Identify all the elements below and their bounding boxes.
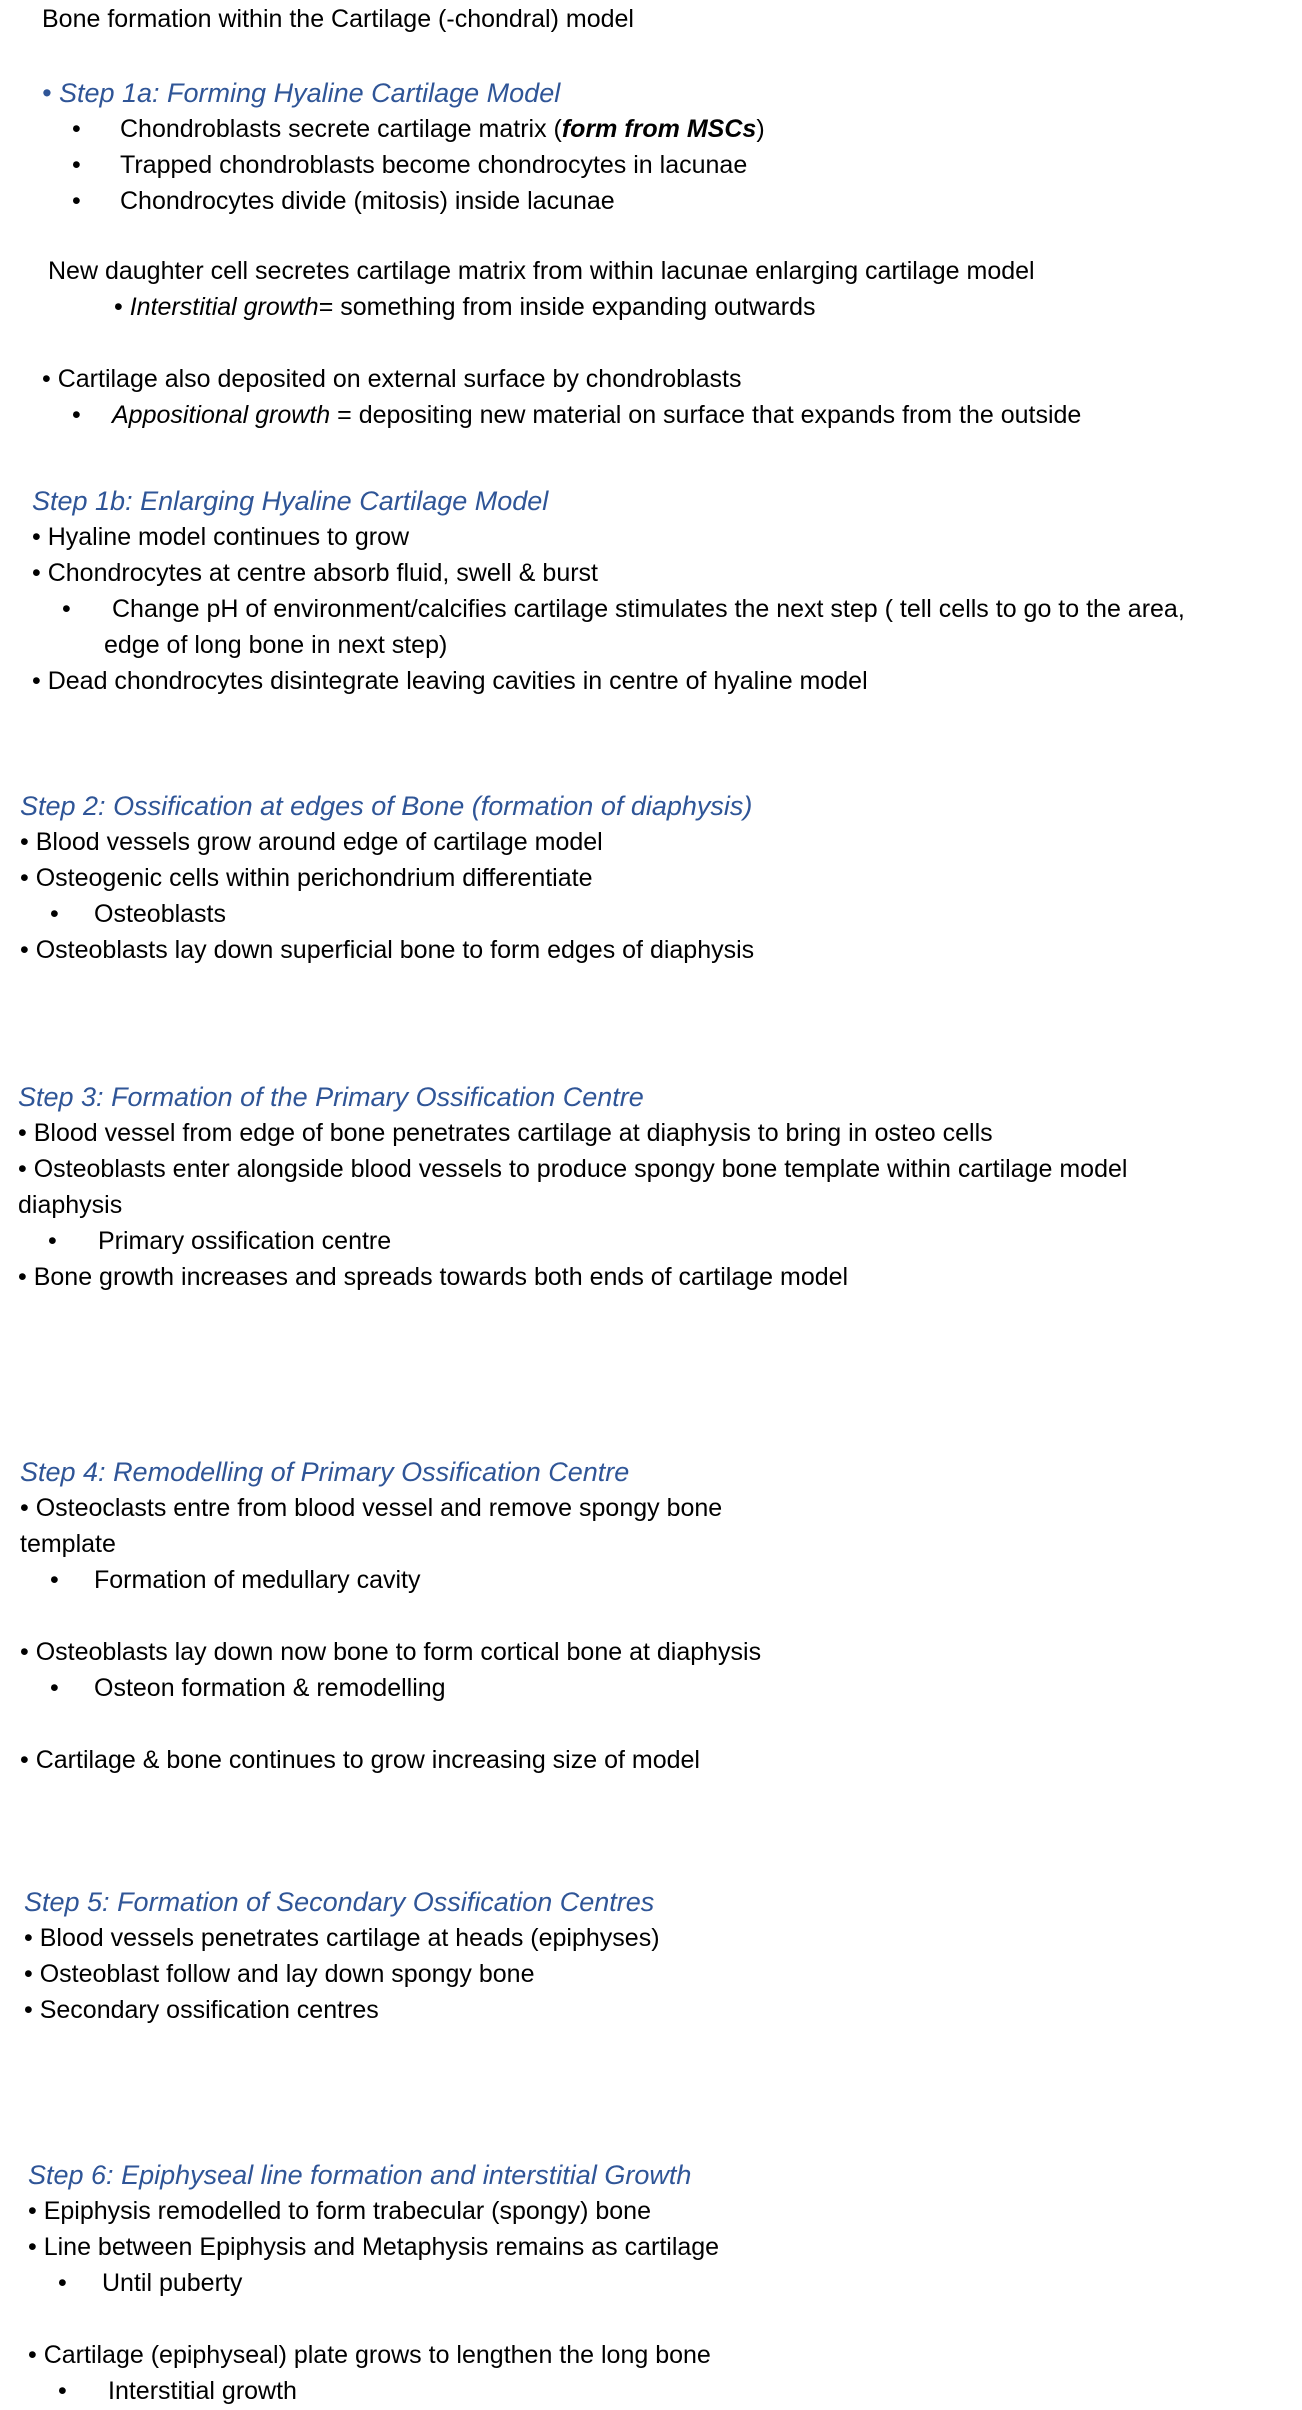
step1a-bullet-2: Trapped chondroblasts become chondrocytes in lacunae xyxy=(120,151,748,179)
step1a-bullet-3: Chondrocytes divide (mitosis) inside lacunae xyxy=(120,187,615,215)
bullet-icon: • xyxy=(50,900,59,928)
step1b-sub-1-line-2: edge of long bone in next step) xyxy=(104,631,448,659)
step5-bullet-1 xyxy=(24,1921,660,1955)
bullet-icon: • xyxy=(20,936,29,964)
bullet-icon: • xyxy=(24,1924,33,1952)
step3-sub-1: Primary ossification centre xyxy=(98,1227,392,1255)
step1a-bullet-4 xyxy=(42,362,741,396)
step1a-heading xyxy=(42,76,560,110)
bullet-icon: • xyxy=(62,595,71,623)
step1b-b3-text: Dead chondrocytes disintegrate leaving cavities in centre of hyaline model xyxy=(47,667,868,695)
step1b-bullet-1 xyxy=(32,520,409,554)
step5-b2-text: Osteoblast follow and lay down spongy bone xyxy=(39,1960,535,1988)
step6-bullet-3 xyxy=(28,2338,711,2372)
step1a-interstitial xyxy=(114,290,816,324)
step6-heading: Step 6: Epiphyseal line formation and interstitial Growth xyxy=(28,2160,692,2190)
step4-sub-1: Formation of medullary cavity xyxy=(94,1566,421,1594)
bullet-icon: • xyxy=(72,401,81,429)
step1a-b1-post: ) xyxy=(756,115,765,143)
bullet-icon: • xyxy=(58,2269,67,2297)
appositional-definition: = depositing new material on surface that expands from the outside xyxy=(330,401,1082,429)
step2-b3-text: Osteoblasts lay down superficial bone to form edges of diaphysis xyxy=(35,936,755,964)
step1b-b1-text: Hyaline model continues to grow xyxy=(47,523,410,551)
step4-bullet-1-line-1 xyxy=(20,1491,722,1525)
bullet-icon: • xyxy=(50,1674,59,1702)
bullet-icon: • xyxy=(32,523,41,551)
bullet-icon: • xyxy=(20,864,29,892)
bullet-icon: • xyxy=(50,1566,59,1594)
step4-b2-text: Osteoblasts lay down now bone to form cortical bone at diaphysis xyxy=(35,1638,762,1666)
interstitial-definition: = something from inside expanding outwards xyxy=(318,293,816,321)
step4-heading: Step 4: Remodelling of Primary Ossification Centre xyxy=(20,1457,630,1487)
step6-bullet-1 xyxy=(28,2194,651,2228)
step1a-paragraph: New daughter cell secretes cartilage matrix from within lacunae enlarging cartilage model xyxy=(48,257,1035,285)
bullet-icon: • xyxy=(28,2341,37,2369)
bullet-icon: • xyxy=(72,115,81,143)
step1a-appositional xyxy=(112,398,1081,432)
step6-sub-1: Until puberty xyxy=(102,2269,243,2297)
step6-b1-text: Epiphysis remodelled to form trabecular (spongy) bone xyxy=(43,2197,651,2225)
bullet-icon: • xyxy=(32,667,41,695)
step4-bullet-2 xyxy=(20,1635,761,1669)
bullet-icon: • xyxy=(72,151,81,179)
step5-bullet-3 xyxy=(24,1993,379,2027)
step3-b3-text: Bone growth increases and spreads towards both ends of cartilage model xyxy=(33,1263,849,1291)
step3-bullet-2-line-2: diaphysis xyxy=(18,1191,123,1219)
bullet-icon: • xyxy=(28,2233,37,2261)
step6-sub-2: Interstitial growth xyxy=(108,2377,297,2405)
step5-b3-text: Secondary ossification centres xyxy=(39,1996,379,2024)
bullet-icon: • xyxy=(18,1263,27,1291)
bullet-icon: • xyxy=(20,1746,29,1774)
step6-bullet-2 xyxy=(28,2230,719,2264)
step5-bullet-2 xyxy=(24,1957,534,1991)
step6-b3-text: Cartilage (epiphyseal) plate grows to lengthen the long bone xyxy=(43,2341,711,2369)
step1a-bullet-1 xyxy=(120,112,765,146)
step3-b2-l1-text: Osteoblasts enter alongside blood vessels to produce spongy bone template within cartilage model xyxy=(33,1155,1128,1183)
bullet-icon: • xyxy=(18,1155,27,1183)
bullet-icon: • xyxy=(24,1996,33,2024)
bullet-icon: • xyxy=(24,1960,33,1988)
document-title: Bone formation within the Cartilage (-chondral) model xyxy=(42,5,634,33)
step2-bullet-1 xyxy=(20,825,603,859)
step2-bullet-3 xyxy=(20,933,754,967)
bullet-icon: • xyxy=(48,1227,57,1255)
step5-b1-text: Blood vessels penetrates cartilage at heads (epiphyses) xyxy=(39,1924,660,1952)
step2-b2-text: Osteogenic cells within perichondrium differentiate xyxy=(35,864,593,892)
step1a-heading-text: Step 1a: Forming Hyaline Cartilage Model xyxy=(58,78,561,108)
step5-heading: Step 5: Formation of Secondary Ossification Centres xyxy=(24,1887,655,1917)
bullet-icon: • xyxy=(72,187,81,215)
bullet-icon: • xyxy=(42,365,51,393)
step3-bullet-3 xyxy=(18,1260,848,1294)
heading-bullet: • xyxy=(42,78,52,108)
bullet-icon: • xyxy=(20,1638,29,1666)
step4-bullet-1-line-2: template xyxy=(20,1530,116,1558)
interstitial-term: Interstitial growth xyxy=(129,293,319,321)
step1a-b1-pre: Chondroblasts secrete cartilage matrix ( xyxy=(120,115,562,143)
step4-b3-text: Cartilage & bone continues to grow increasing size of model xyxy=(35,1746,700,1774)
bullet-icon: • xyxy=(114,293,123,321)
bullet-icon: • xyxy=(18,1119,27,1147)
step1a-b4-text: Cartilage also deposited on external surface by chondroblasts xyxy=(57,365,742,393)
step2-sub-1: Osteoblasts xyxy=(94,900,227,928)
step3-b1-text: Blood vessel from edge of bone penetrates cartilage at diaphysis to bring in osteo cells xyxy=(33,1119,993,1147)
bullet-icon: • xyxy=(20,1494,29,1522)
step6-b2-text: Line between Epiphysis and Metaphysis remains as cartilage xyxy=(43,2233,720,2261)
step1b-b2-text: Chondrocytes at centre absorb fluid, swell & burst xyxy=(47,559,598,587)
step2-heading: Step 2: Ossification at edges of Bone (formation of diaphysis) xyxy=(20,791,753,821)
step1b-sub-1-line-1: Change pH of environment/calcifies cartilage stimulates the next step ( tell cells to go to the area, xyxy=(112,595,1185,623)
appositional-term: Appositional growth xyxy=(112,401,331,429)
step1b-bullet-2 xyxy=(32,556,598,590)
bullet-icon: • xyxy=(28,2197,37,2225)
step4-sub-2: Osteon formation & remodelling xyxy=(94,1674,446,1702)
step1a-b1-bold: form from MSCs xyxy=(561,115,757,143)
step3-bullet-1 xyxy=(18,1116,993,1150)
step4-bullet-3 xyxy=(20,1743,700,1777)
step4-b1-l1-text: Osteoclasts entre from blood vessel and remove spongy bone xyxy=(35,1494,723,1522)
step2-b1-text: Blood vessels grow around edge of cartilage model xyxy=(35,828,603,856)
step1b-heading: Step 1b: Enlarging Hyaline Cartilage Model xyxy=(32,486,549,516)
bullet-icon: • xyxy=(32,559,41,587)
bullet-icon: • xyxy=(20,828,29,856)
step3-bullet-2-line-1 xyxy=(18,1152,1127,1186)
step2-bullet-2 xyxy=(20,861,593,895)
step3-heading: Step 3: Formation of the Primary Ossification Centre xyxy=(18,1082,644,1112)
bullet-icon: • xyxy=(58,2377,67,2405)
step1b-bullet-3 xyxy=(32,664,868,698)
